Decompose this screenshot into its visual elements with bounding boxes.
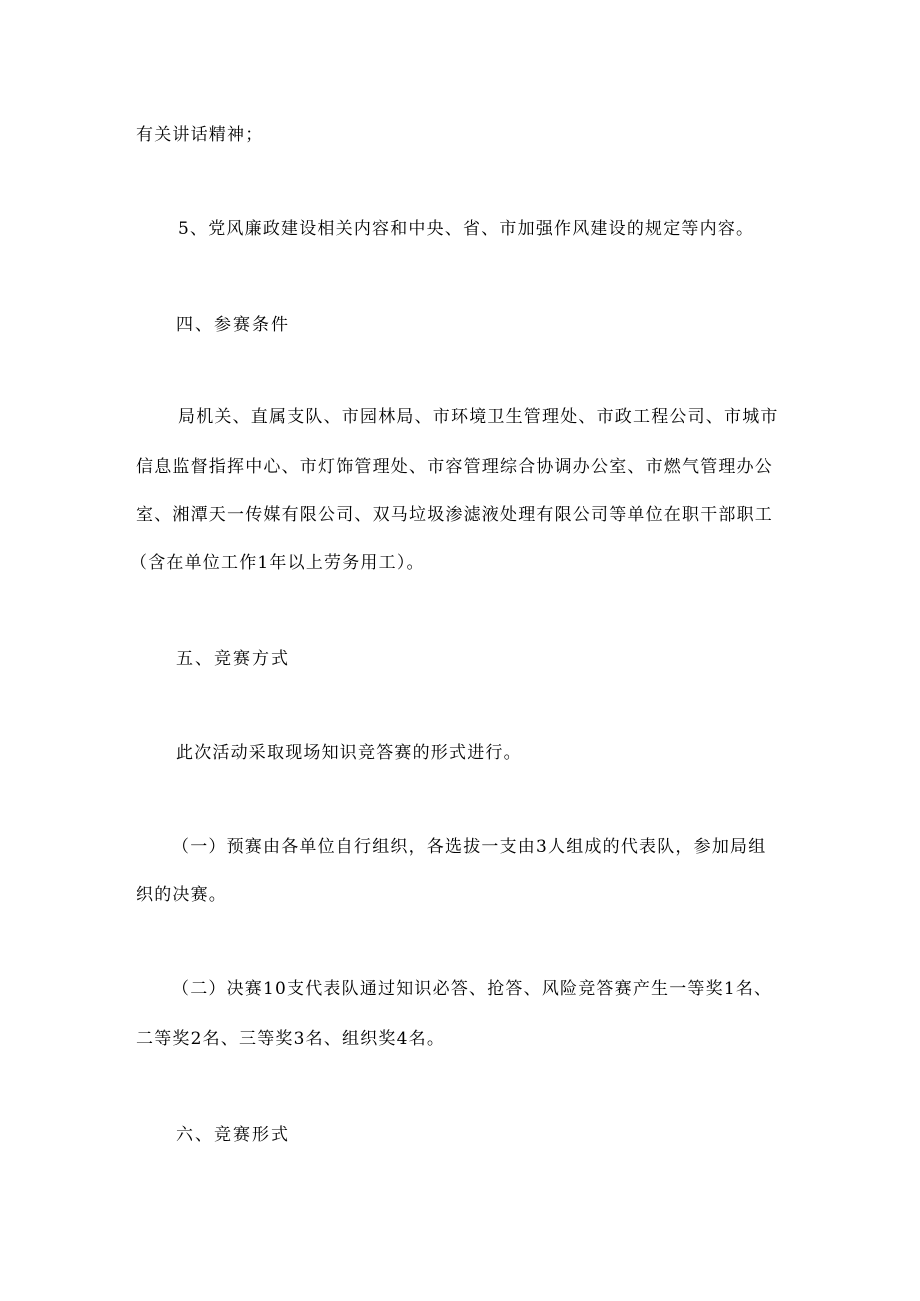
section-4-line-2: 信息监督指挥中心、市灯饰管理处、市容管理综合协调办公室、市燃气管理办公 <box>136 457 773 477</box>
list-item-5: 5、党风廉政建设相关内容和中央、省、市加强作风建设的规定等内容。 <box>178 219 755 239</box>
section-5-item-1-line-1: （一）预赛由各单位自行组织，各选拔一支由3人组成的代表队，参加局组 <box>172 837 767 857</box>
section-4-line-4: （含在单位工作1年以上劳务用工）。 <box>130 553 425 573</box>
section-5-item-2-line-2: 二等奖2名、三等奖3名、组织奖4名。 <box>136 1029 446 1049</box>
section-5-item-2-line-1: （二）决赛10支代表队通过知识必答、抢答、风险竞答赛产生一等奖1名、 <box>172 979 773 999</box>
section-5-item-1-line-2: 织的决赛。 <box>136 885 227 905</box>
section-5-intro: 此次活动采取现场知识竞答赛的形式进行。 <box>176 743 522 763</box>
section-heading-6: 六、竞赛形式 <box>176 1125 290 1145</box>
section-heading-5: 五、竞赛方式 <box>176 649 290 669</box>
section-4-line-1: 局机关、直属支队、市园林局、市环境卫生管理处、市政工程公司、市城市 <box>178 407 779 427</box>
paragraph-continuation: 有关讲话精神； <box>136 125 264 145</box>
section-4-line-3: 室、湘潭天一传媒有限公司、双马垃圾渗滤液处理有限公司等单位在职干部职工 <box>136 505 773 525</box>
section-heading-4: 四、参赛条件 <box>176 315 290 335</box>
